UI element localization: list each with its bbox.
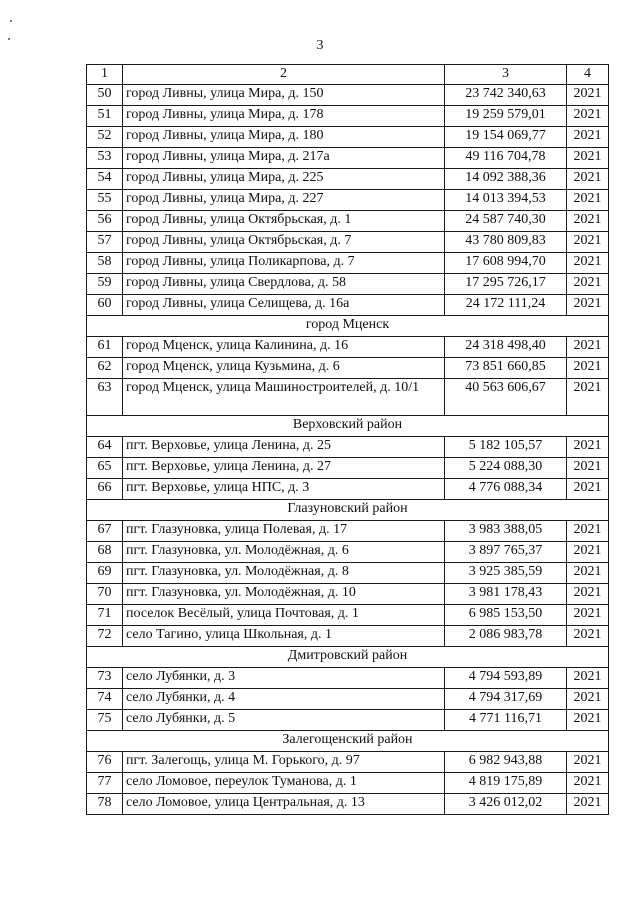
year-cell: 2021 [567, 605, 609, 626]
address-cell: пгт. Верховье, улица Ленина, д. 25 [123, 437, 445, 458]
year-cell: 2021 [567, 752, 609, 773]
cost-cell: 19 154 069,77 [445, 127, 567, 148]
section-heading: Дмитровский район [87, 647, 609, 668]
table-row [87, 542, 609, 563]
year-cell: 2021 [567, 379, 609, 416]
row-number-cell: 63 [87, 379, 123, 416]
table-row [87, 668, 609, 689]
cost-cell: 24 318 498,40 [445, 337, 567, 358]
row-number-cell: 57 [87, 232, 123, 253]
year-cell: 2021 [567, 106, 609, 127]
column-header-year: 4 [567, 65, 609, 85]
row-number-cell: 77 [87, 773, 123, 794]
year-cell: 2021 [567, 190, 609, 211]
year-cell: 2021 [567, 337, 609, 358]
cost-cell: 24 587 740,30 [445, 211, 567, 232]
row-number-cell: 69 [87, 563, 123, 584]
cost-cell: 73 851 660,85 [445, 358, 567, 379]
table-row [87, 127, 609, 148]
table-row [87, 752, 609, 773]
table-row [87, 169, 609, 190]
address-cell: поселок Весёлый, улица Почтовая, д. 1 [123, 605, 445, 626]
year-cell: 2021 [567, 169, 609, 190]
row-number-cell: 64 [87, 437, 123, 458]
table-row [87, 379, 609, 416]
address-cell: город Ливны, улица Октябрьская, д. 7 [123, 232, 445, 253]
row-number-cell: 76 [87, 752, 123, 773]
table-row [87, 584, 609, 605]
row-number-cell: 78 [87, 794, 123, 815]
address-cell: город Ливны, улица Мира, д. 225 [123, 169, 445, 190]
address-cell: пгт. Залегощь, улица М. Горького, д. 97 [123, 752, 445, 773]
year-cell: 2021 [567, 148, 609, 169]
year-cell: 2021 [567, 295, 609, 316]
table-row [87, 605, 609, 626]
table-row [87, 190, 609, 211]
address-cell: город Ливны, улица Селищева, д. 16а [123, 295, 445, 316]
year-cell: 2021 [567, 710, 609, 731]
table-row [87, 626, 609, 647]
table-row [87, 337, 609, 358]
row-number-cell: 54 [87, 169, 123, 190]
section-heading-row [87, 416, 609, 437]
section-heading: Верховский район [87, 416, 609, 437]
cost-cell: 4 794 317,69 [445, 689, 567, 710]
table-row [87, 794, 609, 815]
address-cell: город Ливны, улица Мира, д. 217а [123, 148, 445, 169]
cost-cell: 3 426 012,02 [445, 794, 567, 815]
row-number-cell: 68 [87, 542, 123, 563]
row-number-cell: 61 [87, 337, 123, 358]
year-cell: 2021 [567, 358, 609, 379]
cost-cell: 6 982 943,88 [445, 752, 567, 773]
cost-cell: 4 776 088,34 [445, 479, 567, 500]
address-cell: пгт. Глазуновка, ул. Молодёжная, д. 6 [123, 542, 445, 563]
year-cell: 2021 [567, 232, 609, 253]
address-cell: город Ливны, улица Октябрьская, д. 1 [123, 211, 445, 232]
row-number-cell: 73 [87, 668, 123, 689]
table-header-row [87, 65, 609, 85]
housing-repair-table [86, 64, 609, 815]
address-cell: пгт. Верховье, улица НПС, д. 3 [123, 479, 445, 500]
cost-cell: 4 794 593,89 [445, 668, 567, 689]
section-heading-row [87, 647, 609, 668]
address-cell: город Ливны, улица Мира, д. 180 [123, 127, 445, 148]
row-number-cell: 74 [87, 689, 123, 710]
address-cell: город Ливны, улица Мира, д. 150 [123, 85, 445, 106]
cost-cell: 19 259 579,01 [445, 106, 567, 127]
row-number-cell: 75 [87, 710, 123, 731]
year-cell: 2021 [567, 437, 609, 458]
year-cell: 2021 [567, 689, 609, 710]
table-row [87, 274, 609, 295]
row-number-cell: 50 [87, 85, 123, 106]
section-heading: город Мценск [87, 316, 609, 337]
table-row [87, 358, 609, 379]
cost-cell: 6 985 153,50 [445, 605, 567, 626]
cost-cell: 23 742 340,63 [445, 85, 567, 106]
year-cell: 2021 [567, 668, 609, 689]
year-cell: 2021 [567, 458, 609, 479]
year-cell: 2021 [567, 253, 609, 274]
address-cell: пгт. Глазуновка, ул. Молодёжная, д. 8 [123, 563, 445, 584]
row-number-cell: 51 [87, 106, 123, 127]
address-cell: город Мценск, улица Калинина, д. 16 [123, 337, 445, 358]
table-row [87, 479, 609, 500]
address-cell: пгт. Глазуновка, улица Полевая, д. 17 [123, 521, 445, 542]
address-cell: город Ливны, улица Мира, д. 227 [123, 190, 445, 211]
table-row [87, 710, 609, 731]
cost-cell: 3 897 765,37 [445, 542, 567, 563]
column-header-cost: 3 [445, 65, 567, 85]
row-number-cell: 65 [87, 458, 123, 479]
scan-speck [10, 20, 12, 22]
table-row [87, 773, 609, 794]
table-row [87, 253, 609, 274]
cost-cell: 4 819 175,89 [445, 773, 567, 794]
cost-cell: 40 563 606,67 [445, 379, 567, 416]
year-cell: 2021 [567, 85, 609, 106]
address-cell: село Тагино, улица Школьная, д. 1 [123, 626, 445, 647]
cost-cell: 3 925 385,59 [445, 563, 567, 584]
year-cell: 2021 [567, 773, 609, 794]
year-cell: 2021 [567, 626, 609, 647]
page-number: 3 [316, 38, 324, 53]
table-row [87, 521, 609, 542]
row-number-cell: 56 [87, 211, 123, 232]
table-row [87, 458, 609, 479]
column-header-number: 1 [87, 65, 123, 85]
row-number-cell: 70 [87, 584, 123, 605]
cost-cell: 14 013 394,53 [445, 190, 567, 211]
address-cell: село Ломовое, переулок Туманова, д. 1 [123, 773, 445, 794]
address-cell: пгт. Верховье, улица Ленина, д. 27 [123, 458, 445, 479]
year-cell: 2021 [567, 563, 609, 584]
address-cell: город Мценск, улица Кузьмина, д. 6 [123, 358, 445, 379]
table-row [87, 295, 609, 316]
cost-cell: 5 224 088,30 [445, 458, 567, 479]
address-cell: пгт. Глазуновка, ул. Молодёжная, д. 10 [123, 584, 445, 605]
cost-cell: 17 608 994,70 [445, 253, 567, 274]
table-row [87, 563, 609, 584]
row-number-cell: 62 [87, 358, 123, 379]
row-number-cell: 66 [87, 479, 123, 500]
year-cell: 2021 [567, 274, 609, 295]
table-row [87, 689, 609, 710]
cost-cell: 17 295 726,17 [445, 274, 567, 295]
cost-cell: 4 771 116,71 [445, 710, 567, 731]
address-cell: село Лубянки, д. 3 [123, 668, 445, 689]
cost-cell: 3 981 178,43 [445, 584, 567, 605]
cost-cell: 43 780 809,83 [445, 232, 567, 253]
year-cell: 2021 [567, 521, 609, 542]
cost-cell: 49 116 704,78 [445, 148, 567, 169]
address-cell: город Ливны, улица Поликарпова, д. 7 [123, 253, 445, 274]
column-header-address: 2 [123, 65, 445, 85]
section-heading: Глазуновский район [87, 500, 609, 521]
table-body [87, 65, 609, 815]
row-number-cell: 59 [87, 274, 123, 295]
year-cell: 2021 [567, 584, 609, 605]
row-number-cell: 53 [87, 148, 123, 169]
cost-cell: 2 086 983,78 [445, 626, 567, 647]
row-number-cell: 58 [87, 253, 123, 274]
cost-cell: 3 983 388,05 [445, 521, 567, 542]
section-heading-row [87, 731, 609, 752]
address-cell: город Мценск, улица Машиностроителей, д. 10/1 [123, 379, 445, 416]
address-cell: город Ливны, улица Мира, д. 178 [123, 106, 445, 127]
cost-cell: 5 182 105,57 [445, 437, 567, 458]
year-cell: 2021 [567, 479, 609, 500]
table-row [87, 148, 609, 169]
section-heading: Залегощенский район [87, 731, 609, 752]
address-cell: село Ломовое, улица Центральная, д. 13 [123, 794, 445, 815]
section-heading-row [87, 316, 609, 337]
table-row [87, 437, 609, 458]
row-number-cell: 52 [87, 127, 123, 148]
row-number-cell: 55 [87, 190, 123, 211]
year-cell: 2021 [567, 542, 609, 563]
row-number-cell: 71 [87, 605, 123, 626]
year-cell: 2021 [567, 794, 609, 815]
address-cell: село Лубянки, д. 4 [123, 689, 445, 710]
cost-cell: 24 172 111,24 [445, 295, 567, 316]
cost-cell: 14 092 388,36 [445, 169, 567, 190]
address-cell: город Ливны, улица Свердлова, д. 58 [123, 274, 445, 295]
year-cell: 2021 [567, 127, 609, 148]
row-number-cell: 72 [87, 626, 123, 647]
year-cell: 2021 [567, 211, 609, 232]
table-row [87, 232, 609, 253]
address-cell: село Лубянки, д. 5 [123, 710, 445, 731]
row-number-cell: 67 [87, 521, 123, 542]
table-row [87, 85, 609, 106]
section-heading-row [87, 500, 609, 521]
row-number-cell: 60 [87, 295, 123, 316]
table-row [87, 106, 609, 127]
table-row [87, 211, 609, 232]
